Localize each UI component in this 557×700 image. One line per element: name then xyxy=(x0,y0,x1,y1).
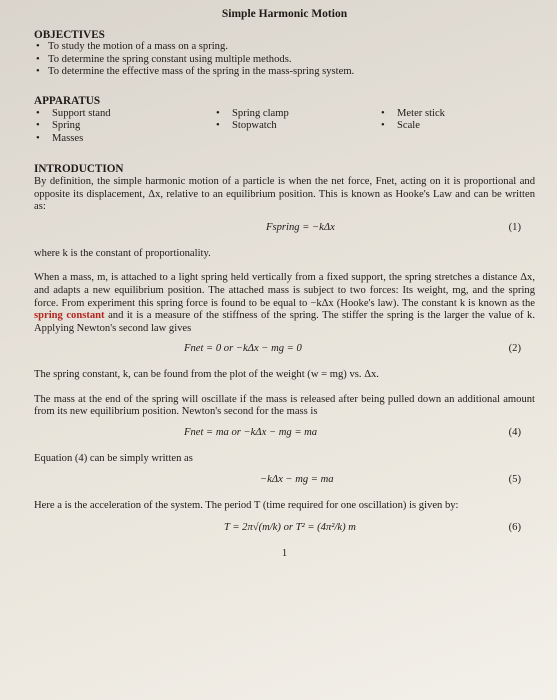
equation: Fnet = 0 or −kΔx − mg = 0 xyxy=(184,343,302,355)
equation-row xyxy=(34,474,535,488)
highlighted-term: spring constant xyxy=(34,310,105,322)
list-item: • Stopwatch xyxy=(214,120,379,133)
paragraph: The spring constant, k, can be found from the plot of the weight (w = mg) vs. Δx. xyxy=(34,369,379,381)
equation-number: (5) xyxy=(508,473,521,485)
objectives-heading: OBJECTIVES xyxy=(34,28,105,41)
equation: −kΔx − mg = ma xyxy=(260,473,334,485)
list-item: • To determine the spring constant using multiple methods. xyxy=(34,54,535,67)
list-item: • Scale xyxy=(379,120,529,133)
equation: Fnet = ma or −kΔx − mg = ma xyxy=(184,427,318,439)
objectives-list xyxy=(34,41,535,79)
apparatus-list xyxy=(34,108,535,148)
equation-number: (4) xyxy=(508,427,521,439)
list-item: • Spring xyxy=(34,120,214,133)
introduction-heading: INTRODUCTION xyxy=(34,163,124,176)
equation-row xyxy=(34,522,535,536)
list-item: • Spring clamp xyxy=(214,108,379,121)
paragraph: Equation (4) can be simply written as xyxy=(34,453,193,465)
apparatus-heading: APPARATUS xyxy=(34,94,101,107)
list-item: • To study the motion of a mass on a spring. xyxy=(34,41,535,54)
text-run: and it is a measure of the stiffness of the spring. The stiffer the spring is the larger the value of k. Applying Newton's second law gives xyxy=(34,310,536,334)
apparatus-column xyxy=(379,108,529,146)
paragraph: Here a is the acceleration of the system. The period T (time required for one oscillation) is given by: xyxy=(34,499,459,511)
list-item: • Meter stick xyxy=(379,108,529,121)
equation-number: (1) xyxy=(508,221,521,233)
list-item: • Masses xyxy=(34,133,214,146)
list-item: • To determine the effective mass of the spring in the mass-spring system. xyxy=(34,66,535,79)
equation-number: (6) xyxy=(508,522,521,534)
list-item: • Support stand xyxy=(34,108,214,121)
page-number: 1 xyxy=(281,548,288,560)
document-title: Simple Harmonic Motion xyxy=(221,8,348,20)
paragraph: The mass at the end of the spring will oscillate if the mass is released after being pulled down an additional amount from its new equilibrium position. Newton's second for the mass is xyxy=(34,393,535,418)
text-run: When a mass, m, is attached to a light spring held vertically from a fixed support, the spring stretches a distance Δx, and adapts a new equilibrium position. The attached mass is subject to two forces: Its weight, mg, and the spring force. From experiment this spring force is found to be equal to −kΔx (Hooke's law). The constant k is known as the xyxy=(34,272,535,309)
equation-row xyxy=(34,343,535,357)
paragraph: By definition, the simple harmonic motion of a particle is when the net force, Fnet, acting on it is proportional and opposite its displacement, Δx, relative to an equilibrium position. This is known as Hooke's Law and can be written as: xyxy=(34,175,535,213)
equation-row xyxy=(34,222,535,236)
equation: T = 2π√(m/k) or T² = (4π²/k) m xyxy=(224,522,356,534)
paragraph xyxy=(34,272,535,335)
paragraph: where k is the constant of proportionality. xyxy=(34,247,211,259)
equation: Fspring = −kΔx xyxy=(266,221,335,233)
equation-number: (2) xyxy=(508,343,521,355)
apparatus-column xyxy=(214,108,379,146)
apparatus-column xyxy=(34,108,214,146)
equation-row xyxy=(34,427,535,441)
